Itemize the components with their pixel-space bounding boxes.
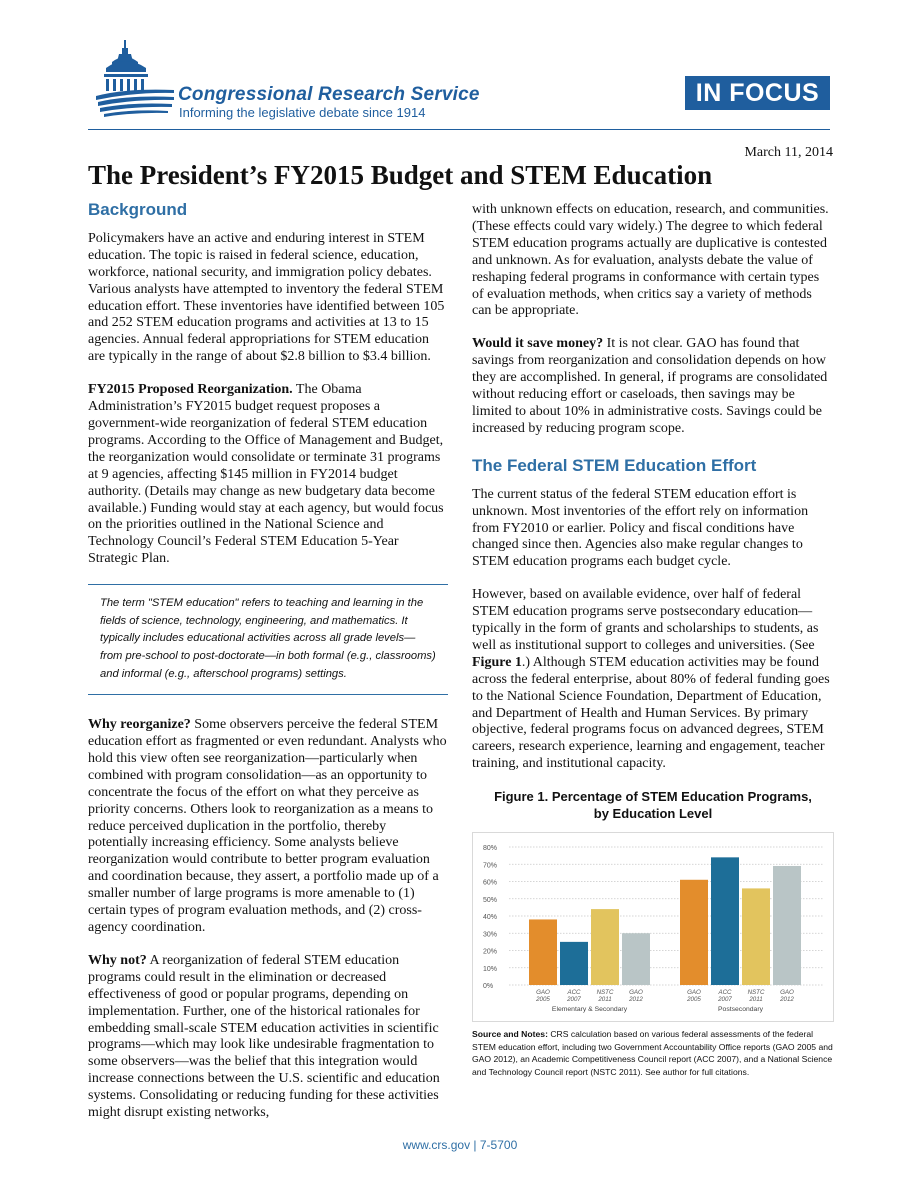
paragraph-why-reorganize: Why reorganize? Some observers perceive the federal STEM education effort as fragmented or even redundant. Analysts who hold this view often see reorganization—particularly when combined with program consolidation—as an opportunity to concentrate the focus of the effort on what they perceive as priority concerns. Others look to reorganization as a means to reduce perceived duplication in the portfolio, thereby potentially increasing efficiency. Some analysts believe reorganization would contribute to better program evaluation and coordination because, they assert, a portfolio made up of a smaller number of large programs is more amenable to (1) certain types of program evaluation methods, and (2) cross-agency coordination. [88, 717, 447, 935]
paragraph-intro: Policymakers have an active and enduring interest in STEM education. The topic is raised in federal science, education, workforce, national security, and immigration policy debates. Various analysts have attempted to inventory the federal STEM education effort. These inventories have identified between 105 and 252 STEM education programs and activities at 13 to 15 agencies. Annual federal appropriations for STEM education are typically in the range of about $2.8 billion to $3.4 billion. [88, 230, 445, 365]
figure-reference: Figure 1 [472, 654, 522, 670]
publication-date: March 11, 2014 [744, 145, 833, 160]
paragraph-why-not: Why not? A reorganization of federal STEM education programs could result in the elimination or decreased effectiveness of good or popular programs, depending on implementation. Further, one of the historical rationales for embedding small-scale STEM education activities in scientific programs—which may look like undesirable fragmentation to some observers—was the belief that this integration would increase connections between the U.S. scientific and education systems. Consolidating or reducing funding for these activities might disrupt existing networks, [88, 952, 440, 1121]
x-tick-label: GAO [780, 989, 794, 997]
x-tick-label: ACC [718, 989, 732, 997]
y-tick-label: 60% [483, 879, 498, 887]
in-focus-badge: IN FOCUS [685, 76, 830, 110]
x-tick-label: 2011 [598, 996, 612, 1004]
right-column [472, 202, 834, 1079]
definition-callout: The term "STEM education" refers to teaching and learning in the fields of science, technology, engineering, and mathematics. It typically includes educational activities across all grade levels—from pre-school to post-doctorate—in both formal (e.g., classrooms) and informal (e.g., afterschool programs) settings. [88, 584, 448, 695]
group-label: Postsecondary [718, 1006, 763, 1014]
org-name: Congressional Research Service [178, 84, 480, 105]
page-title: The President’s FY2015 Budget and STEM Education [88, 160, 713, 190]
group-label: Elementary & Secondary [551, 1006, 628, 1014]
x-tick-label: NSTC [596, 989, 614, 997]
x-tick-label: 2005 [536, 996, 550, 1004]
x-tick-label: GAO [687, 989, 701, 997]
bar [560, 942, 588, 985]
y-tick-label: 80% [483, 845, 498, 853]
org-tagline: Informing the legislative debate since 1914 [179, 105, 426, 120]
paragraph-current-status: The current status of the federal STEM education effort is unknown. Most inventories of the effort rely on information from FY2010 or earlier. Policy and fiscal conditions have changed since then. Agencies also make regular changes to STEM education programs each budget cycle. [472, 486, 809, 570]
x-tick-label: 2012 [629, 996, 643, 1004]
x-tick-label: 2011 [749, 996, 763, 1004]
x-tick-label: NSTC [747, 989, 765, 997]
y-tick-label: 0% [483, 983, 494, 991]
lead-in: Would it save money? [472, 336, 604, 352]
figure-notes: Source and Notes: CRS calculation based on various federal assessments of the federal STEM education effort, including two Government Accountability Office reports (GAO 2005 and GAO 2012), an Academic Competitiveness Council report (ACC 2007), and a National Science and Technology Council report (NSTC 2011). See author for full citations. [472, 1029, 833, 1077]
y-tick-label: 10% [483, 965, 498, 973]
y-tick-label: 70% [483, 862, 498, 870]
paragraph-reorganization: FY2015 Proposed Reorganization. The Obama Administration’s FY2015 budget request proposes a government-wide reorganization of federal STEM education programs. According to the Office of Management and Budget, the reorganization would consolidate or terminate 31 programs at 9 agencies, affecting $145 million in FY2014 budget authority. (Details may change as new budgetary data become available.) Funding would stay at each agency, but would focus on the priorities outlined in the National Science and Technology Council’s Federal STEM Education 5-Year Strategic Plan. [88, 382, 444, 567]
paragraph-evidence: However, based on available evidence, over half of federal STEM education programs serve postsecondary education—typically in the form of grants and scholarships to students, as well as institutional support to colleges and universities. (See Figure 1.) Although STEM education activities may be found across the federal enterprise, about 80% of federal funding goes to the National Science Foundation, Department of Education, and Department of Health and Human Services. By primary objective, federal programs focus on advanced degrees, STEM careers, research experience, learning and engagement, teacher training, and institutional capacity. [472, 587, 830, 772]
bar [742, 889, 770, 986]
lead-in: FY2015 Proposed Reorganization. [88, 382, 293, 398]
page-footer: www.crs.gov | 7-5700 [402, 1138, 518, 1152]
y-tick-label: 30% [483, 931, 498, 939]
paragraph-save-money: Would it save money? It is not clear. GAO has found that savings from reorganization and consolidation depends on how they are accomplished. In general, if programs are consolidated without reducing effort or caseloads, then savings may be limited to about 10% in administrative costs. Savings could be increased by reducing program scope. [472, 336, 828, 436]
bar-chart [473, 833, 833, 1021]
bar [591, 909, 619, 985]
x-tick-label: 2012 [780, 996, 794, 1004]
x-tick-label: 2007 [718, 996, 732, 1004]
lead-in: Why reorganize? [88, 717, 191, 733]
bar [773, 866, 801, 985]
section-heading-federal-effort: The Federal STEM Education Effort [472, 455, 757, 475]
x-tick-label: 2005 [687, 996, 701, 1004]
y-tick-label: 40% [483, 914, 498, 922]
x-tick-label: ACC [567, 989, 581, 997]
bar [711, 858, 739, 986]
bar [680, 880, 708, 985]
y-tick-label: 50% [483, 896, 498, 904]
x-tick-label: GAO [629, 989, 643, 997]
y-tick-label: 20% [483, 948, 498, 956]
x-tick-label: 2007 [567, 996, 581, 1004]
section-heading-background: Background [88, 200, 188, 219]
lead-in: Why not? [88, 952, 147, 968]
bar [529, 920, 557, 986]
header-divider [88, 129, 830, 130]
figure-chart [472, 832, 834, 1022]
left-column [88, 202, 448, 1122]
figure-title: Figure 1. Percentage of STEM Education Programs, by Education Level [494, 789, 812, 821]
x-tick-label: GAO [536, 989, 550, 997]
paragraph-continued: with unknown effects on education, research, and communities. (These effects could vary widely.) The degree to which federal STEM education programs actually are duplicative is contested and unknown. As for evaluation, analysts debate the value of reshaping federal programs in conformance with certain types of evaluation methods, when critics say a variety of methods can be appropriate. [472, 202, 829, 319]
bar [622, 933, 650, 985]
crs-capitol-logo-icon [94, 38, 176, 124]
